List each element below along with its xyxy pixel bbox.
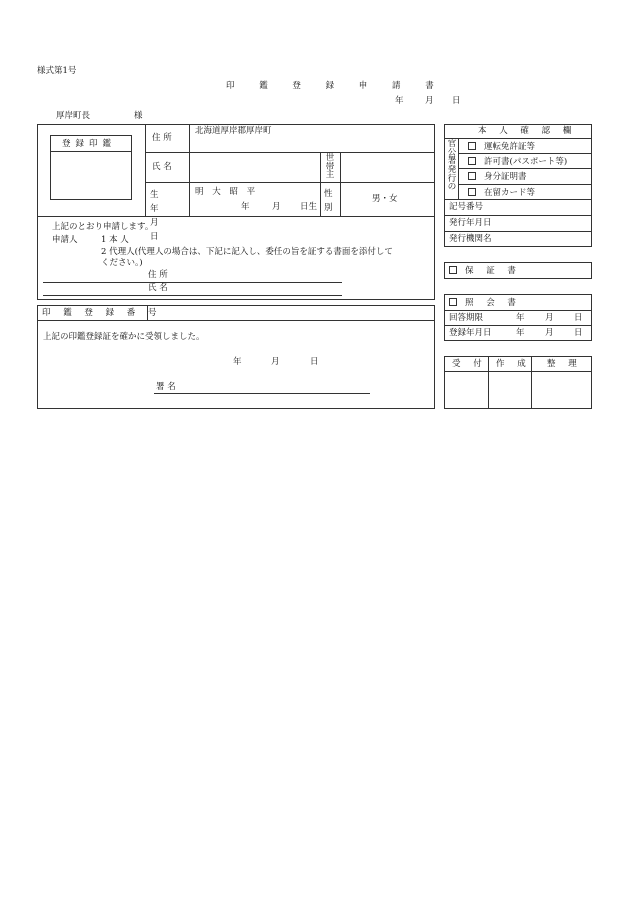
checkbox-permit[interactable]: [468, 157, 476, 165]
doc-drivers-license[interactable]: 運転免許証等: [468, 142, 535, 152]
birth-year: 年: [241, 202, 250, 212]
form-number: 様式第1号: [37, 66, 77, 76]
receipt-day: 日: [310, 357, 319, 367]
reply-deadline-label: 回答期限: [449, 313, 484, 323]
birth-label: 生 年 月 日: [150, 190, 165, 242]
address-value: 北海道厚岸郡厚岸町: [195, 126, 272, 136]
name-label: 氏 名: [152, 162, 172, 172]
doc-permit[interactable]: 許可書(パスポート等): [468, 157, 567, 167]
seal-box-label: 登録印鑑: [62, 139, 117, 149]
receipt-month: 月: [271, 357, 280, 367]
registration-number-label: 印 鑑 登 録 番 号: [42, 308, 162, 318]
record-number-label: 記号番号: [449, 202, 484, 212]
checkbox-inquiry[interactable]: [449, 298, 457, 306]
doc-id-certificate[interactable]: 身分証明書: [468, 172, 527, 182]
reply-deadline-year: 年: [516, 313, 525, 323]
birth-month: 月: [272, 202, 281, 212]
reply-deadline-day: 日: [574, 313, 583, 323]
issue-date-label: 発行年月日: [449, 218, 492, 228]
signature-label: 署 名: [156, 382, 176, 392]
addressee-name: 厚岸町長: [56, 111, 91, 121]
registration-date-day: 日: [574, 328, 583, 338]
checkbox-guarantee[interactable]: [449, 266, 457, 274]
receipt-statement: 上記の印鑑登録証を確かに受領しました。: [43, 332, 205, 342]
checkbox-drivers-license[interactable]: [468, 142, 476, 150]
addressee-honorific: 様: [134, 111, 143, 121]
application-statement: 上記のとおり申請します。: [52, 222, 154, 232]
registration-date-year: 年: [516, 328, 525, 338]
checkbox-id-certificate[interactable]: [468, 172, 476, 180]
option-agent-cont: ください。): [101, 258, 143, 268]
option-agent: 2 代理人(代理人の場合は、下記に記入し、委任の旨を証する書面を添付して: [101, 247, 393, 257]
date-year: 年: [395, 96, 404, 106]
issuer-name-label: 発行機関名: [449, 234, 492, 244]
agent-name-label: 氏 名: [148, 283, 168, 293]
applicant-label: 申請人: [52, 235, 78, 245]
page-title: 印 鑑 登 録 申 請 書: [226, 81, 445, 91]
office-create-header: 作 成: [496, 359, 531, 369]
date-day: 日: [452, 96, 461, 106]
inquiry-item[interactable]: 照 会 書: [449, 298, 521, 308]
registration-date-month: 月: [545, 328, 554, 338]
office-sort-header: 整 理: [547, 359, 582, 369]
sex-label: 性 別: [324, 189, 333, 213]
guarantee-item[interactable]: 保 証 書: [449, 266, 521, 276]
option-self: 1 本 人: [101, 235, 129, 245]
receipt-year: 年: [233, 357, 242, 367]
doc-residence-card[interactable]: 在留カード等: [468, 188, 535, 198]
agent-address-label: 住 所: [148, 270, 168, 280]
checkbox-residence-card[interactable]: [468, 188, 476, 196]
sex-value: 男・女: [372, 194, 398, 204]
birth-day: 日生: [300, 202, 318, 212]
office-receipt-header: 受 付: [452, 359, 487, 369]
address-label: 住 所: [152, 133, 172, 143]
household-head-label: 世帯主: [325, 153, 335, 181]
date-month: 月: [425, 96, 434, 106]
issuer-label: 官公署発行の: [447, 139, 457, 193]
reply-deadline-month: 月: [545, 313, 554, 323]
birth-eras: 明 大 昭 平: [195, 187, 259, 197]
identity-check-title: 本 人 確 認 欄: [478, 126, 577, 136]
registration-date-label: 登録年月日: [449, 328, 492, 338]
